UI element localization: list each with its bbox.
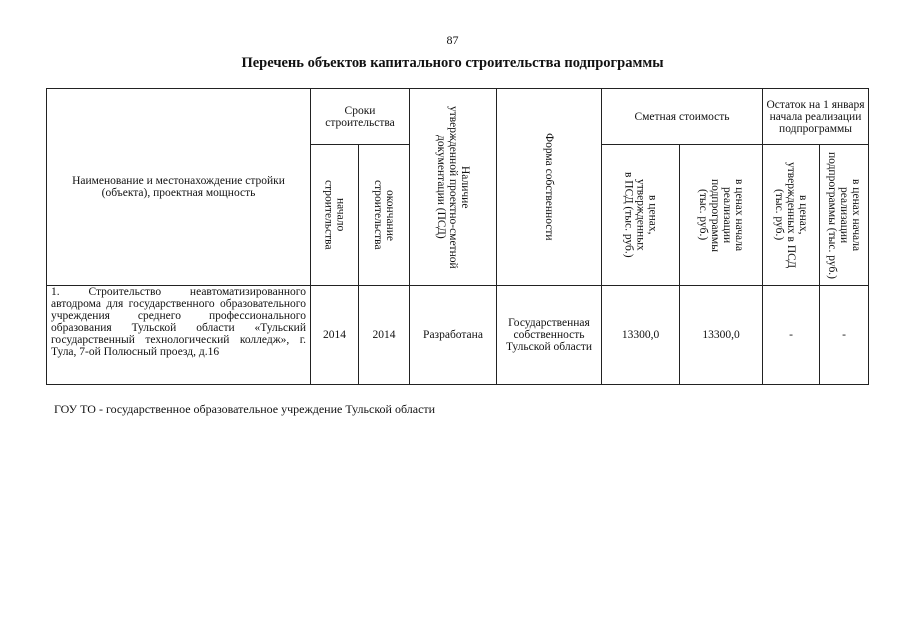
row-cost-psd: 13300,0 — [602, 286, 680, 385]
row-balance-start: - — [820, 286, 869, 385]
page-number: 87 — [446, 33, 459, 47]
header-name: Наименование и местонахождение стройки (объекта), проектная мощность — [47, 89, 311, 286]
header-end: окончание строительства — [359, 145, 410, 286]
header-balance-start: в ценах начала реализации подпрограммы (тыс. руб.) — [820, 145, 869, 286]
header-ownership: Форма собственности — [497, 89, 602, 286]
footnote: ГОУ ТО - государственное образовательное учреждение Тульской области — [54, 402, 436, 416]
header-start: начало строительства — [311, 145, 359, 286]
header-balance-psd: в ценах, утвержденных в ПСД (тыс. руб.) — [763, 145, 820, 286]
row-ownership: Государственная собственность Тульской области — [497, 286, 602, 385]
capital-objects-table — [46, 88, 869, 385]
header-terms: Сроки строительства — [311, 89, 410, 145]
row-balance-psd: - — [763, 286, 820, 385]
row-psd: Разработана — [410, 286, 497, 385]
header-cost-start: в ценах начала реализации подпрограммы (тыс. руб.) — [680, 145, 763, 286]
header-estimated-cost: Сметная стоимость — [602, 89, 763, 145]
row-end: 2014 — [359, 286, 410, 385]
header-psd: Наличие утвержденной проектно-сметной документации (ПСД) — [410, 89, 497, 286]
row-name: 1. Строительство неавтоматизированного автодрома для государственного образовательного учреждения среднего профессионального образования Тульской области «Тульский государственный технологический колледж», г. Тула, 7-ой Полюсный проезд, д.16 — [47, 286, 311, 385]
row-cost-start: 13300,0 — [680, 286, 763, 385]
header-balance: Остаток на 1 января начала реализации подпрограммы — [763, 89, 869, 145]
row-start: 2014 — [311, 286, 359, 385]
header-cost-psd: в ценах, утвержденных в ПСД (тыс. руб.) — [602, 145, 680, 286]
table-row — [47, 286, 869, 385]
page-title: Перечень объектов капитального строительства подпрограммы — [241, 55, 664, 71]
